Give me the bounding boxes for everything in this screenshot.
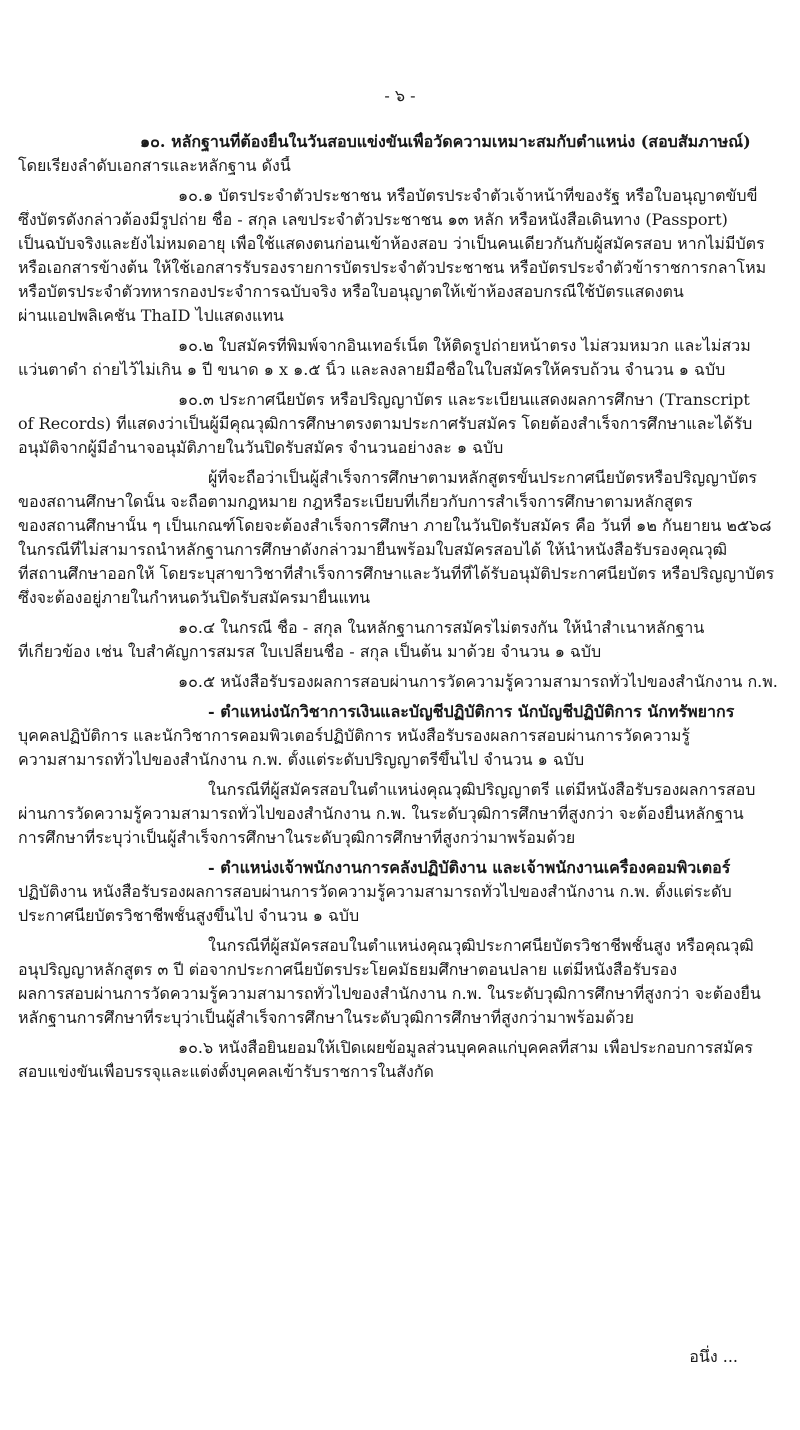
text-line: ผู้ที่จะถือว่าเป็นผู้สำเร็จการศึกษาตามหลักสูตรขั้นประกาศนียบัตรหรือปริญญาบัตร: [208, 468, 758, 487]
text-line: - ตำแหน่งเจ้าพนักงานการคลังปฏิบัติงาน และเจ้าพนักงานเครื่องคอมพิวเตอร์: [208, 858, 731, 877]
text-line: ที่เกี่ยวข้อง เช่น ใบสำคัญการสมรส ใบเปลี่ยนชื่อ - สกุล เป็นต้น มาด้วย จำนวน ๑ ฉบับ: [18, 642, 602, 661]
text-line: โดยเรียงลำดับเอกสารและหลักฐาน ดังนี้: [18, 156, 291, 175]
text-line: ในกรณีที่ผู้สมัครสอบในตำแหน่งคุณวุฒิประกาศนียบัตรวิชาชีพชั้นสูง หรือคุณวุฒิ: [208, 936, 754, 955]
text-line: หรือเอกสารข้างต้น ให้ใช้เอกสารรับรองรายการบัตรประจำตัวประชาชน หรือบัตรประจำตัวข้าราชการกลาโหม: [18, 258, 767, 277]
text-line: ๑๐.๖ หนังสือยินยอมให้เปิดเผยข้อมูลส่วนบุคคลแก่บุคคลที่สาม เพื่อประกอบการสมัคร: [178, 1038, 753, 1057]
text-line: ของสถานศึกษาใดนั้น จะถือตามกฎหมาย กฎหรือระเบียบที่เกี่ยวกับการสำเร็จการศึกษาตามหลักสูตร: [18, 492, 693, 511]
text-line: ผ่านแอปพลิเคชัน ThaID ไปแสดงแทน: [18, 306, 284, 325]
text-line: ผลการสอบผ่านการวัดความรู้ความสามารถทั่วไปของสำนักงาน ก.พ. ในระดับวุฒิการศึกษาที่สูงกว่า จะต้องยื่น: [18, 984, 761, 1003]
text-line: ของสถานศึกษานั้น ๆ เป็นเกณฑ์โดยจะต้องสำเร็จการศึกษา ภายในวันปิดรับสมัคร คือ วันที่ ๑๒ กันยายน ๒๕๖๘: [18, 516, 772, 535]
text-line: ๑๐.๕ หนังสือรับรองผลการสอบผ่านการวัดความรู้ความสามารถทั่วไปของสำนักงาน ก.พ.: [178, 672, 778, 691]
text-line: ในกรณีที่ผู้สมัครสอบในตำแหน่งคุณวุฒิปริญญาตรี แต่มีหนังสือรับรองผลการสอบ: [208, 780, 756, 799]
text-line: อนุปริญญาหลักสูตร ๓ ปี ต่อจากประกาศนียบัตรประโยคมัธยมศึกษาตอนปลาย แต่มีหนังสือรับรอง: [18, 960, 678, 979]
text-line: หรือบัตรประจำตัวทหารกองประจำการฉบับจริง หรือใบอนุญาตให้เข้าห้องสอบกรณีใช้บัตรแสดงตน: [18, 282, 684, 301]
text-line: ความสามารถทั่วไปของสำนักงาน ก.พ. ตั้งแต่ระดับปริญญาตรีขึ้นไป จำนวน ๑ ฉบับ: [18, 750, 585, 769]
text-line: บุคคลปฏิบัติการ และนักวิชาการคอมพิวเตอร์ปฏิบัติการ หนังสือรับรองผลการสอบผ่านการวัดความรู้: [18, 726, 691, 745]
text-line: แว่นตาดำ ถ่ายไว้ไม่เกิน ๑ ปี ขนาด ๑ x ๑.๕ นิ้ว และลงลายมือชื่อในใบสมัครให้ครบถ้วน จำนวน ๑ ฉบับ: [18, 360, 726, 379]
text-line: - ตำแหน่งนักวิชาการเงินและบัญชีปฏิบัติการ นักบัญชีปฏิบัติการ นักทรัพยากร: [208, 702, 735, 721]
text-line: ประกาศนียบัตรวิชาชีพชั้นสูงขึ้นไป จำนวน ๑ ฉบับ: [18, 906, 360, 925]
continuation-text: อนึ่ง ...: [689, 1347, 738, 1366]
text-line: ๑๐.๓ ประกาศนียบัตร หรือปริญญาบัตร และระเบียนแสดงผลการศึกษา (Transcript: [178, 390, 750, 409]
text-line: ๑๐.๒ ใบสมัครที่พิมพ์จากอินเทอร์เน็ต ให้ติดรูปถ่ายหน้าตรง ไม่สวมหมวก และไม่สวม: [178, 336, 751, 355]
text-line: อนุมัติจากผู้มีอำนาจอนุมัติภายในวันปิดรับสมัคร จำนวนอย่างละ ๑ ฉบับ: [18, 438, 504, 457]
text-line: ผ่านการวัดความรู้ความสามารถทั่วไปของสำนักงาน ก.พ. ในระดับวุฒิการศึกษาที่สูงกว่า จะต้องยื่นหลักฐาน: [18, 804, 744, 823]
text-line: ในกรณีที่ไม่สามารถนำหลักฐานการศึกษาดังกล่าวมายื่นพร้อมใบสมัครสอบได้ ให้นำหนังสือรับรองคุณวุฒิ: [18, 540, 728, 559]
text-line: เป็นฉบับจริงและยังไม่หมดอายุ เพื่อใช้แสดงตนก่อนเข้าห้องสอบ ว่าเป็นคนเดียวกันกับผู้สมัครสอบ หากไม่มีบัตร: [18, 234, 765, 253]
text-line: ที่สถานศึกษาออกให้ โดยระบุสาขาวิชาที่สำเร็จการศึกษาและวันที่ที่ได้รับอนุมัติประกาศนียบัตร หรือปริญญาบัตร: [18, 564, 775, 583]
text-line: ๑๐.๑ บัตรประจำตัวประชาชน หรือบัตรประจำตัวเจ้าหน้าที่ของรัฐ หรือใบอนุญาตขับขี่: [178, 186, 758, 205]
text-line: ๑๐. หลักฐานที่ต้องยื่นในวันสอบแข่งขันเพื่อวัดความเหมาะสมกับตำแหน่ง (สอบสัมภาษณ์): [140, 132, 751, 151]
text-line: ๑๐.๔ ในกรณี ชื่อ - สกุล ในหลักฐานการสมัครไม่ตรงกัน ให้นำสำเนาหลักฐาน: [178, 618, 705, 637]
text-line: ซึ่งจะต้องอยู่ภายในกำหนดวันปิดรับสมัครมายื่นแทน: [18, 588, 371, 607]
text-line: การศึกษาที่ระบุว่าเป็นผู้สำเร็จการศึกษาในระดับวุฒิการศึกษาที่สูงกว่ามาพร้อมด้วย: [18, 828, 576, 847]
text-line: ซึ่งบัตรดังกล่าวต้องมีรูปถ่าย ชื่อ - สกุล เลขประจำตัวประชาชน ๑๓ หลัก หรือหนังสือเดินทาง (Passport): [18, 210, 728, 229]
text-line: สอบแข่งขันเพื่อบรรจุและแต่งตั้งบุคคลเข้ารับราชการในสังกัด: [18, 1062, 434, 1081]
page-number: - ๖ -: [384, 86, 416, 105]
text-line: of Records) ที่แสดงว่าเป็นผู้มีคุณวุฒิการศึกษาตรงตามประกาศรับสมัคร โดยต้องสำเร็จการศึกษาและได้รับ: [18, 414, 753, 433]
text-line: หลักฐานการศึกษาที่ระบุว่าเป็นผู้สำเร็จการศึกษาในระดับวุฒิการศึกษาที่สูงกว่ามาพร้อมด้วย: [18, 1008, 634, 1027]
text-line: ปฏิบัติงาน หนังสือรับรองผลการสอบผ่านการวัดความรู้ความสามารถทั่วไปของสำนักงาน ก.พ. ตั้งแต่ระดับ: [18, 882, 732, 901]
